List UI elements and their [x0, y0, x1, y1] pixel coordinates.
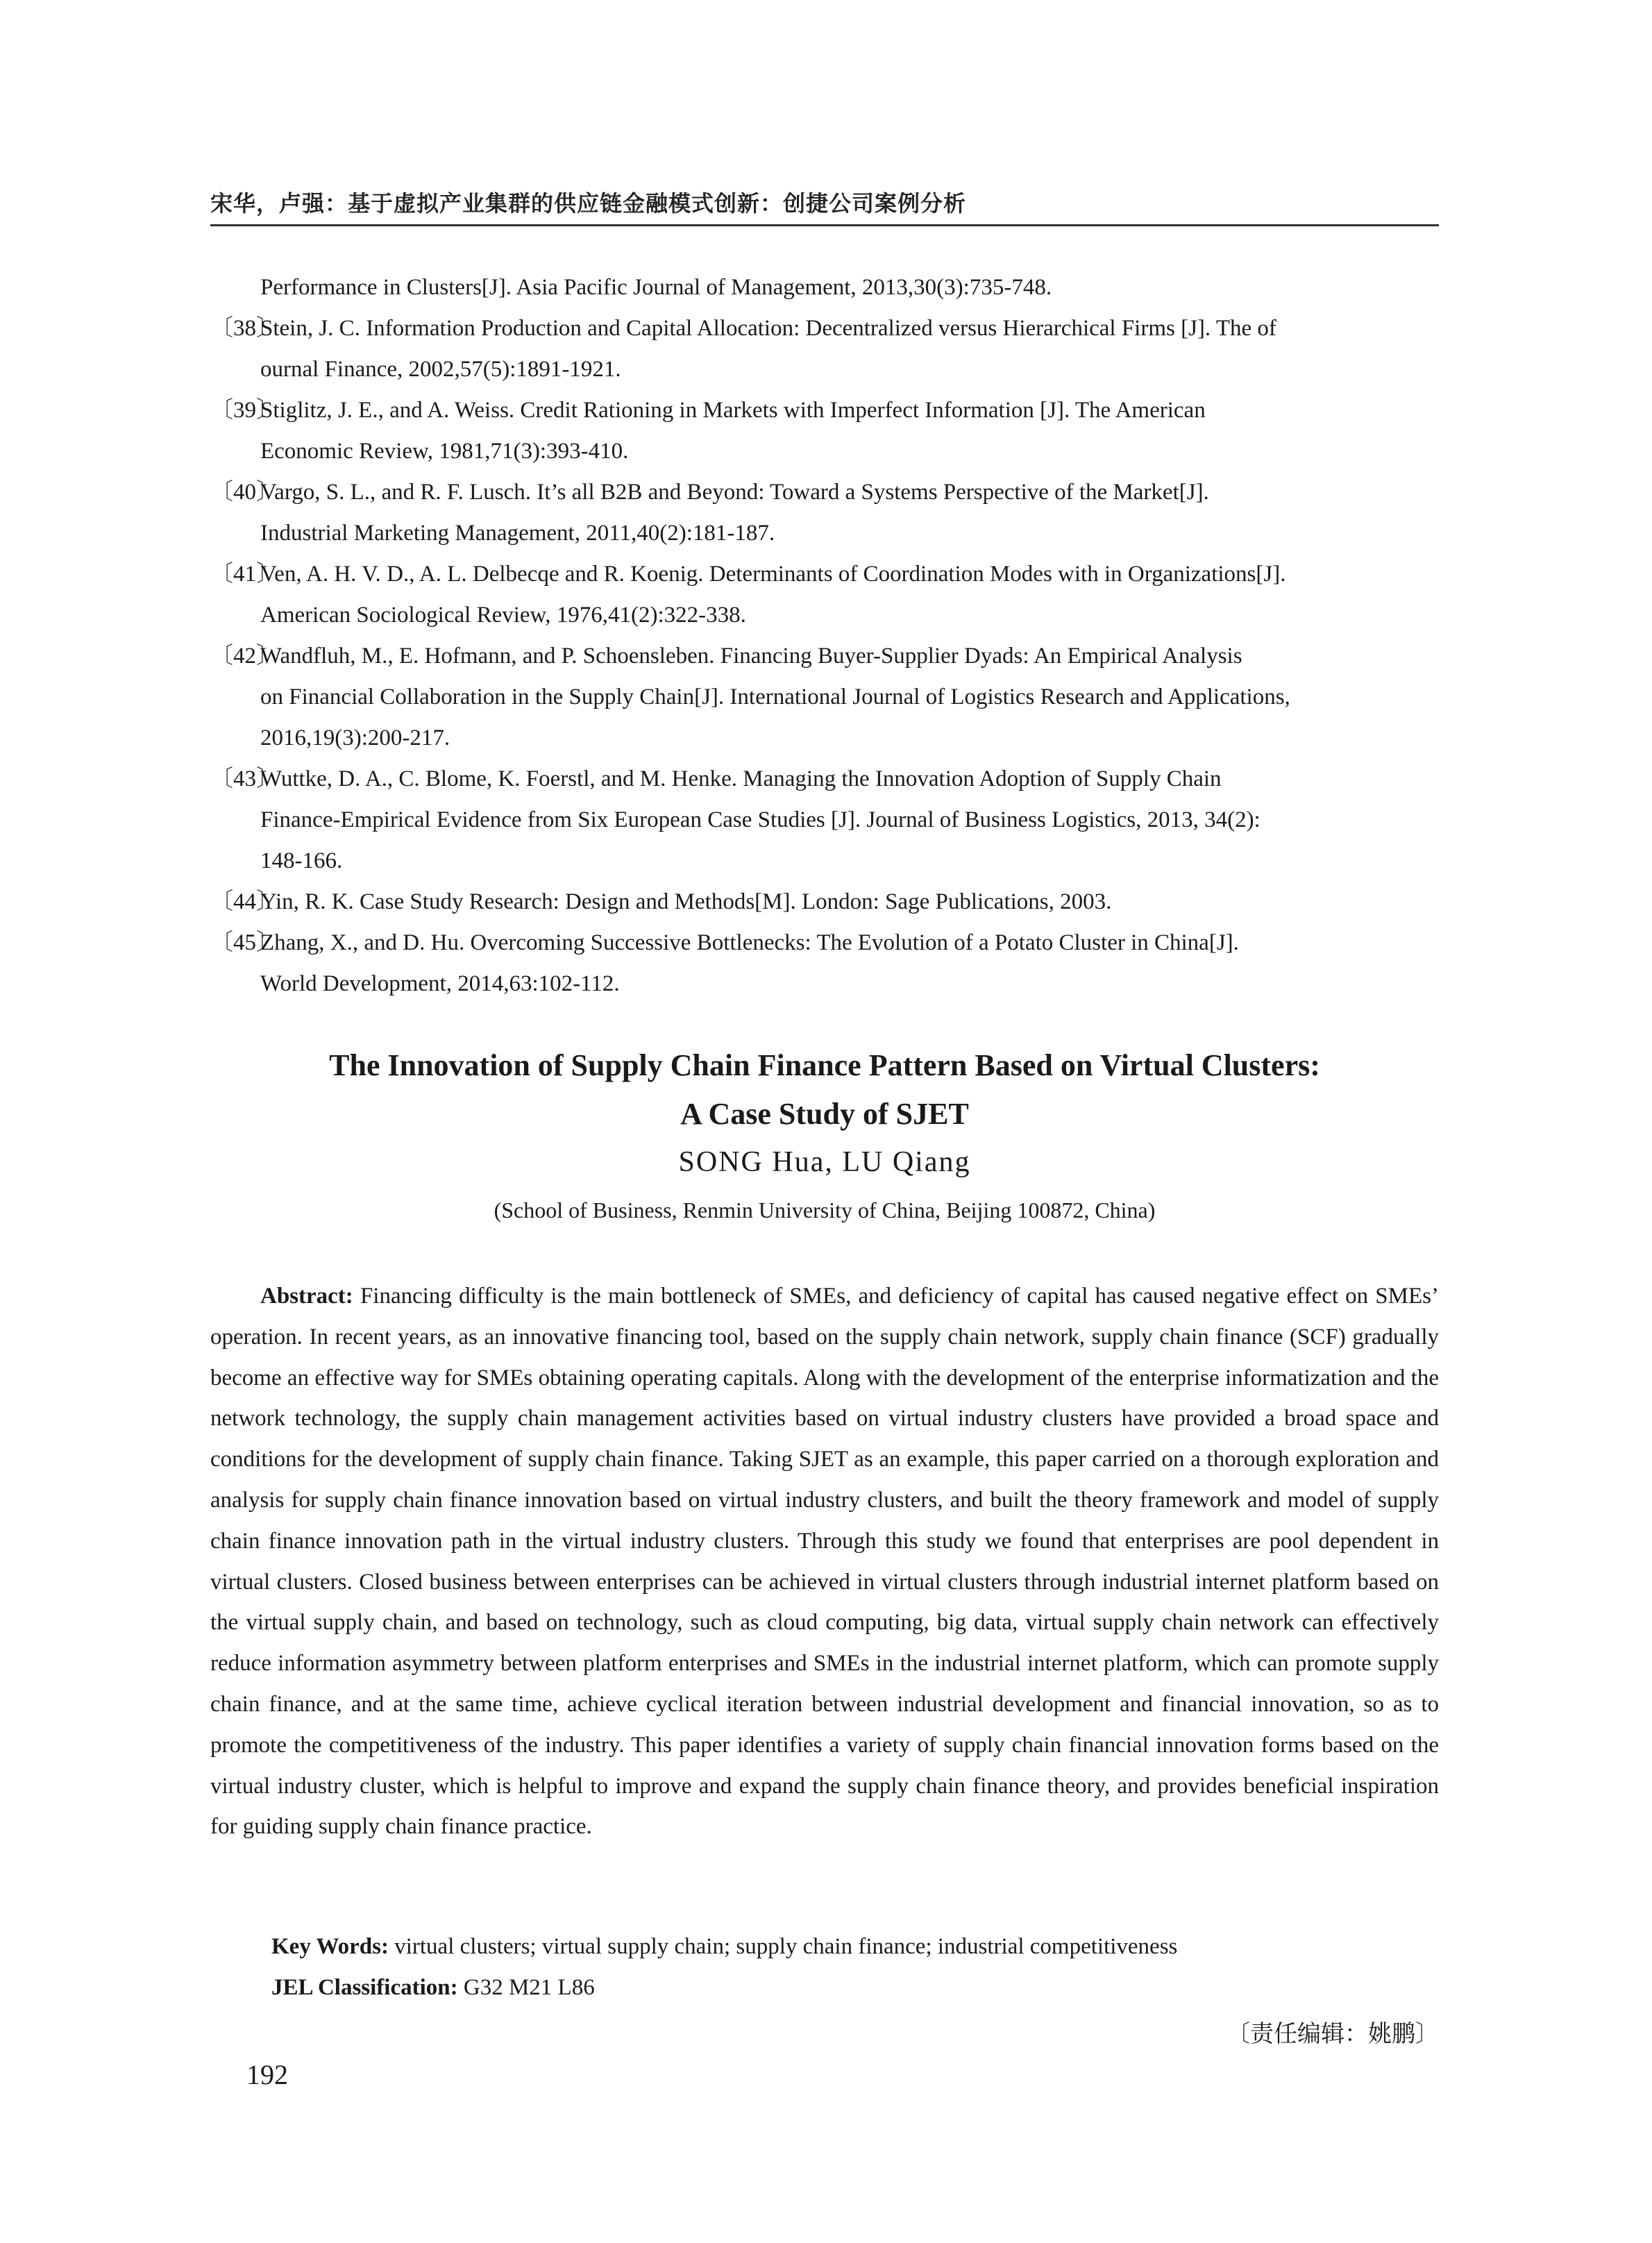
- abstract-text: Financing difficulty is the main bottleneck of SMEs, and deficiency of capital has caused negative effect on SMEs’ operation. In recent years, as an innovative financing tool, based on the supply chain network, supply chain finance (SCF) gradually become an effective way for SMEs obtaining operating capitals. Along with the development of the enterprise informatization and the network technology, the supply chain management activities based on virtual industry clusters have provided a broad space and conditions for the development of supply chain finance. Taking SJET as an example, this paper carried on a thorough exploration and analysis for supply chain finance innovation based on virtual industry clusters, and built the theory framework and model of supply chain finance innovation path in the virtual industry clusters. Through this study we found that enterprises are pool dependent in virtual clusters. Closed business between enterprises can be achieved in virtual clusters through industrial internet platform based on the virtual supply chain, and based on technology, such as cloud computing, big data, virtual supply chain network can effectively reduce information asymmetry between platform enterprises and SMEs in the industrial internet platform, which can promote supply chain finance, and at the same time, achieve cyclical iteration between industrial development and financial innovation, so as to promote the competitiveness of the industry. This paper identifies a variety of supply chain financial innovation forms based on the virtual industry cluster, which is helpful to improve and expand the supply chain finance theory, and provides beneficial inspiration for guiding supply chain finance practice.: [210, 1284, 1439, 1840]
- reference-number: 〔40〕: [210, 480, 279, 505]
- reference-text: Finance-Empirical Evidence from Six European Case Studies [J]. Journal of Business Logistics, 2013, 34(2):: [260, 807, 1261, 832]
- reference-text: ournal Finance, 2002,57(5):1891-1921.: [260, 357, 621, 382]
- reference-line: [210, 513, 1439, 554]
- reference-line: [210, 759, 1439, 800]
- reference-line: [210, 349, 1439, 390]
- reference-line: [210, 472, 1439, 513]
- reference-text: Vargo, S. L., and R. F. Lusch. It’s all B2B and Beyond: Toward a Systems Perspective of the Market[J].: [260, 480, 1209, 505]
- affiliation: (School of Business, Renmin University of China, Beijing 100872, China): [494, 1198, 1156, 1223]
- keywords-label: Key Words:: [271, 1934, 389, 1959]
- running-header: 宋华，卢强：基于虚拟产业集群的供应链金融模式创新：创捷公司案例分析: [210, 190, 967, 217]
- reference-text: on Financial Collaboration in the Supply Chain[J]. International Journal of Logistics Research and Applications,: [260, 684, 1290, 709]
- reference-text: Stiglitz, J. E., and A. Weiss. Credit Rationing in Markets with Imperfect Information [J]. The American: [260, 398, 1206, 423]
- reference-line: [210, 554, 1439, 595]
- reference-text: Yin, R. K. Case Study Research: Design and Methods[M]. London: Sage Publications, 2003.: [260, 889, 1112, 914]
- reference-number: 〔38〕: [210, 316, 279, 341]
- reference-line: [210, 882, 1439, 923]
- reference-number: 〔39〕: [210, 398, 279, 423]
- page-number: 192: [246, 2059, 288, 2090]
- reference-line: [210, 431, 1439, 472]
- reference-line: [210, 636, 1439, 677]
- authors: SONG Hua, LU Qiang: [678, 1146, 971, 1178]
- reference-number: 〔43〕: [210, 766, 279, 791]
- reference-number: 〔42〕: [210, 644, 279, 669]
- reference-number: 〔44〕: [210, 889, 279, 914]
- reference-text: American Sociological Review, 1976,41(2):322-338.: [260, 603, 746, 628]
- keywords-text: virtual clusters; virtual supply chain; supply chain finance; industrial competitiveness: [388, 1934, 1178, 1959]
- reference-line: [210, 964, 1439, 1005]
- reference-line: [210, 390, 1439, 431]
- header-rule: [210, 224, 1439, 226]
- reference-text: Industrial Marketing Management, 2011,40(2):181-187.: [260, 521, 775, 546]
- reference-text: Zhang, X., and D. Hu. Overcoming Successive Bottlenecks: The Evolution of a Potato Cluster in China[J].: [260, 930, 1239, 955]
- title-line-1: The Innovation of Supply Chain Finance Pattern Based on Virtual Clusters:: [329, 1048, 1320, 1082]
- reference-text: World Development, 2014,63:102-112.: [260, 971, 620, 996]
- reference-list: [210, 267, 1439, 1005]
- reference-text: 2016,19(3):200-217.: [260, 725, 450, 750]
- title-line-2: A Case Study of SJET: [680, 1097, 969, 1131]
- reference-text: Economic Review, 1981,71(3):393-410.: [260, 439, 629, 464]
- reference-line: [210, 841, 1439, 882]
- jel-label: JEL Classification:: [271, 1975, 458, 2000]
- reference-line: [210, 267, 1439, 308]
- keywords: [210, 1934, 1439, 1960]
- jel-classification: [210, 1975, 1439, 2001]
- abstract-label: Abstract:: [260, 1284, 353, 1309]
- reference-text: 148-166.: [260, 848, 343, 873]
- reference-line: [210, 677, 1439, 718]
- reference-text: Wuttke, D. A., C. Blome, K. Foerstl, and M. Henke. Managing the Innovation Adoption of Supply Chain: [260, 766, 1222, 791]
- reference-number: 〔41〕: [210, 562, 279, 587]
- reference-line: [210, 308, 1439, 349]
- reference-text: Ven, A. H. V. D., A. L. Delbecqe and R. Koenig. Determinants of Coordination Modes with in Organizations[J].: [260, 562, 1286, 587]
- reference-line: [210, 800, 1439, 841]
- abstract: [210, 1276, 1439, 1847]
- editor-note: 〔责任编辑：姚鹏〕: [1227, 2020, 1439, 2048]
- reference-line: [210, 923, 1439, 964]
- reference-number: 〔45〕: [210, 930, 279, 955]
- reference-line: [210, 595, 1439, 636]
- reference-line: [210, 718, 1439, 759]
- paper-title: [210, 1041, 1439, 1139]
- jel-text: G32 M21 L86: [457, 1975, 595, 2000]
- reference-text: Performance in Clusters[J]. Asia Pacific Journal of Management, 2013,30(3):735-748.: [260, 275, 1052, 300]
- reference-text: Stein, J. C. Information Production and Capital Allocation: Decentralized versus Hierarchical Firms [J]. The of: [260, 316, 1276, 341]
- reference-text: Wandfluh, M., E. Hofmann, and P. Schoensleben. Financing Buyer-Supplier Dyads: An Empirical Analysis: [260, 644, 1242, 669]
